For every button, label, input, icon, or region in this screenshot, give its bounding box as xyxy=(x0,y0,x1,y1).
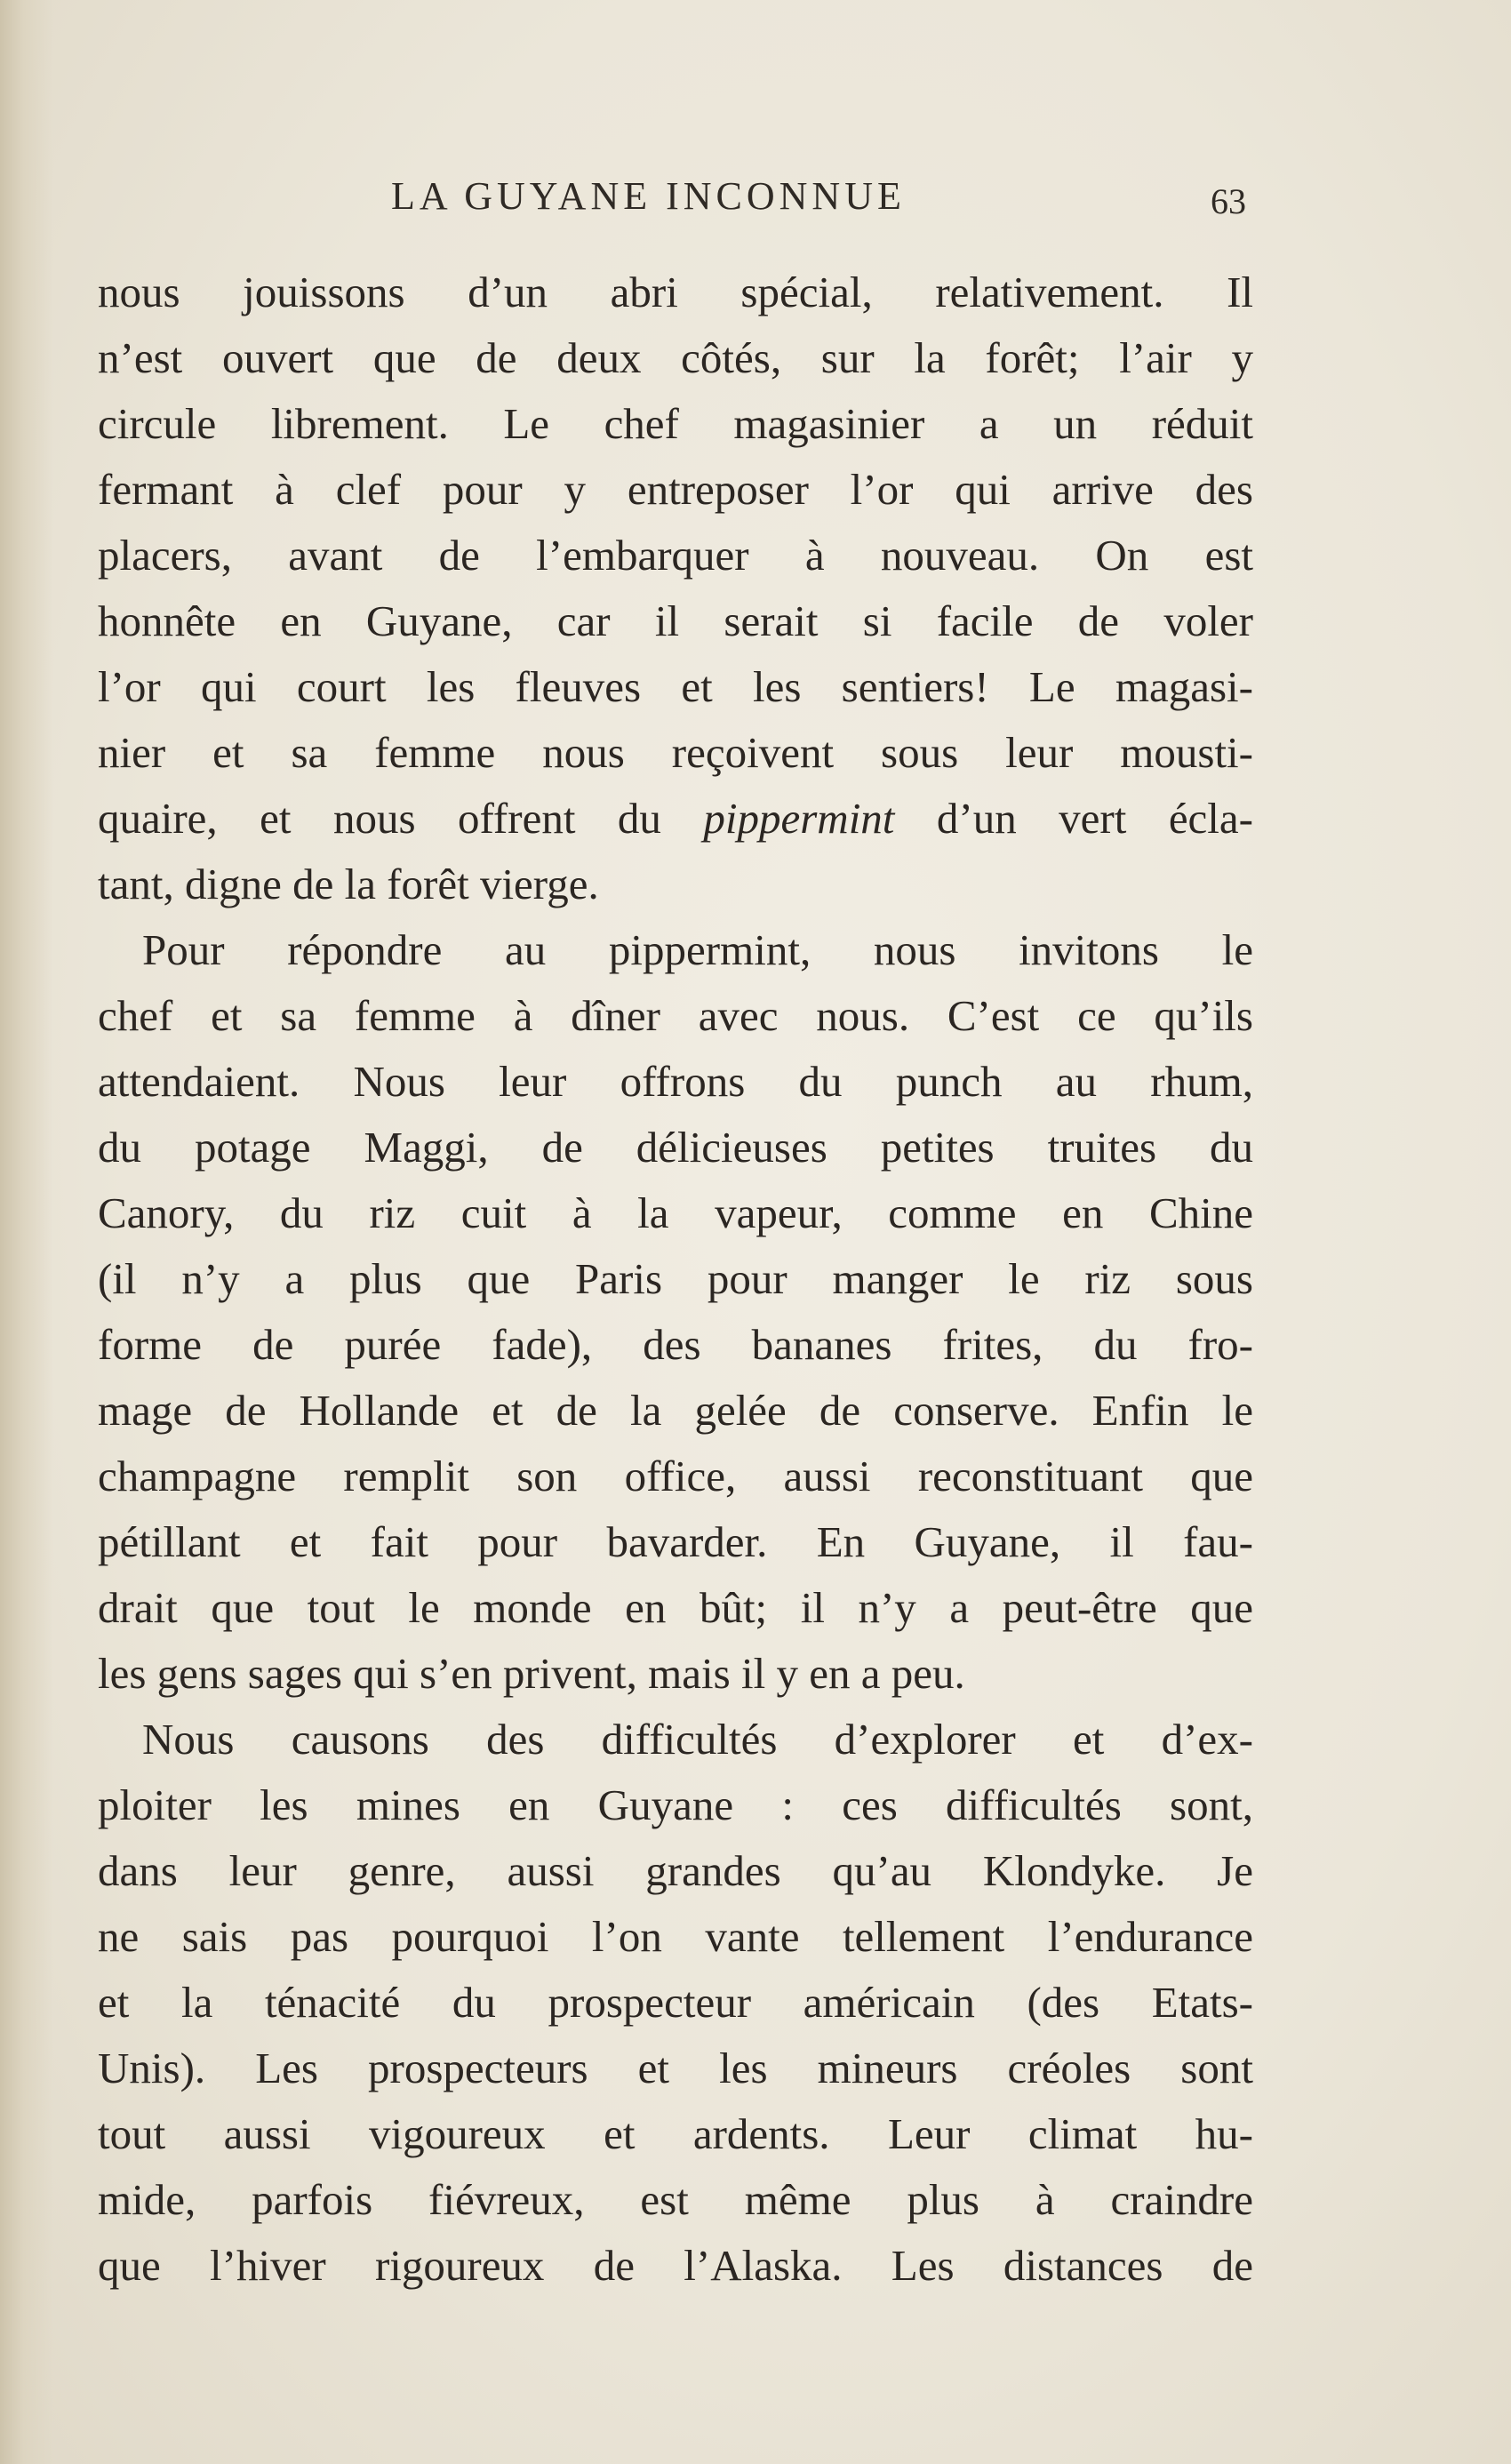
text-line: pétillant et fait pour bavarder. En Guyane, il fau- xyxy=(98,1517,1253,1566)
text-line: et la ténacité du prospecteur américain (des Etats- xyxy=(98,1978,1253,2027)
paragraph-start-line: Pour répondre au pippermint, nous invitons le xyxy=(142,925,1253,974)
paragraph-end-line: tant, digne de la forêt vierge. xyxy=(98,860,599,908)
text-line: du potage Maggi, de délicieuses petites truites du xyxy=(98,1123,1253,1172)
text-line: attendaient. Nous leur offrons du punch au rhum, xyxy=(98,1057,1253,1106)
text-line: ne sais pas pourquoi l’on vante tellement l’endurance xyxy=(98,1912,1253,1961)
text-line: champagne remplit son office, aussi reconstituant que xyxy=(98,1452,1253,1500)
text-line: Unis). Les prospecteurs et les mineurs créoles sont xyxy=(98,2044,1253,2092)
text-line: que l’hiver rigoureux de l’Alaska. Les distances de xyxy=(98,2241,1253,2290)
page-edge-shadow xyxy=(0,0,53,2464)
text-segment: quaire, et nous offrent du xyxy=(98,794,704,843)
running-head: LA GUYANE INCONNUE xyxy=(391,174,906,218)
text-line-with-italic xyxy=(98,786,1253,852)
text-line: ploiter les mines en Guyane : ces difficultés sont, xyxy=(98,1780,1253,1829)
text-line: mage de Hollande et de la gelée de conserve. Enfin le xyxy=(98,1386,1253,1435)
text-line: dans leur genre, aussi grandes qu’au Klondyke. Je xyxy=(98,1846,1253,1895)
text-segment: d’un vert écla- xyxy=(894,794,1253,843)
text-line: drait que tout le monde en bût; il n’y a peut-être que xyxy=(98,1583,1253,1632)
text-line: l’or qui court les fleuves et les sentiers! Le magasi- xyxy=(98,662,1253,711)
text-line: Canory, du riz cuit à la vapeur, comme en Chine xyxy=(98,1188,1253,1237)
text-line: n’est ouvert que de deux côtés, sur la forêt; l’air y xyxy=(98,333,1253,382)
text-line: nous jouissons d’un abri spécial, relativement. Il xyxy=(98,268,1253,316)
paragraph-start-line: Nous causons des difficultés d’explorer et d’ex- xyxy=(142,1715,1253,1764)
page-number: 63 xyxy=(1211,181,1246,221)
paragraph-end-line: les gens sages qui s’en privent, mais il y en a peu. xyxy=(98,1649,965,1698)
text-line: fermant à clef pour y entreposer l’or qui arrive des xyxy=(98,465,1253,514)
italic-word: pippermint xyxy=(703,794,895,843)
text-line: nier et sa femme nous reçoivent sous leur mousti- xyxy=(98,728,1253,777)
body-text xyxy=(98,260,1253,2299)
text-line: placers, avant de l’embarquer à nouveau. On est xyxy=(98,531,1253,580)
text-line: circule librement. Le chef magasinier a un réduit xyxy=(98,399,1253,448)
text-line: chef et sa femme à dîner avec nous. C’est ce qu’ils xyxy=(98,991,1253,1040)
text-line: forme de purée fade), des bananes frites, du fro- xyxy=(98,1320,1253,1369)
text-line: (il n’y a plus que Paris pour manger le riz sous xyxy=(98,1254,1253,1303)
text-line: mide, parfois fiévreux, est même plus à craindre xyxy=(98,2175,1253,2224)
text-line: tout aussi vigoureux et ardents. Leur climat hu- xyxy=(98,2109,1253,2158)
text-line: honnête en Guyane, car il serait si facile de voler xyxy=(98,596,1253,645)
